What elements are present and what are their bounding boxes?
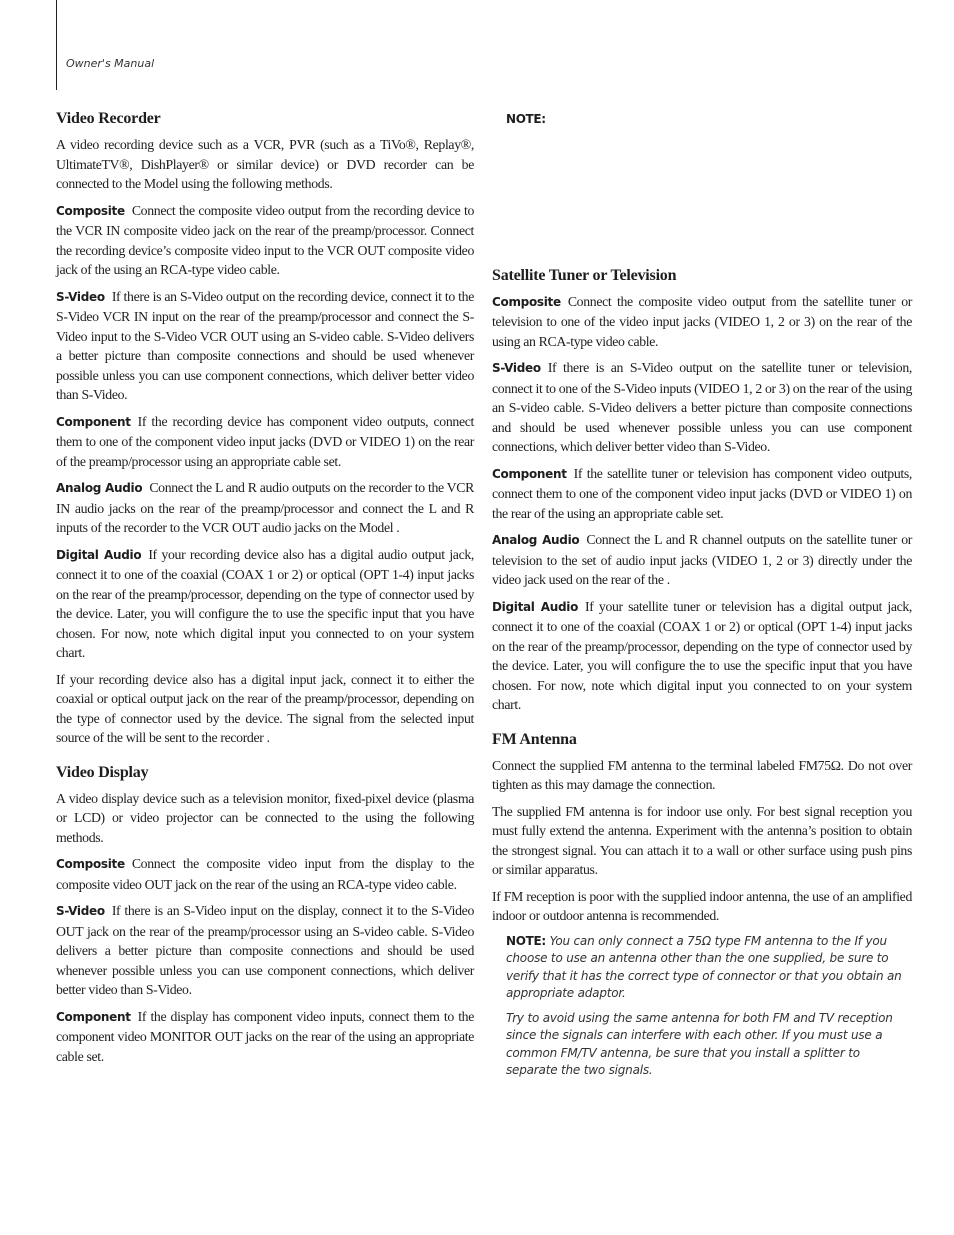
vd-svideo-paragraph: [56, 901, 474, 1000]
vr-digital-label: Digital Audio: [56, 547, 142, 562]
vr-svideo-text: If there is an S-Video output on the recording device, connect it to the S-Video VCR IN input on the rear of the preamp/processor and connect the S-Video input to the S-Video VCR OUT using an S-video cable. S-Video delivers a better picture than composite connections and should be used whenever possible unless you can use component connections, which deliver better video than S-Video.: [56, 288, 474, 402]
video-display-heading: Video Display: [56, 763, 149, 781]
vr-component-paragraph: [56, 412, 474, 472]
fm-note-1: [506, 933, 912, 1003]
sat-composite-label: Composite: [492, 294, 561, 309]
running-header: Owner's Manual: [66, 57, 155, 70]
vd-composite-label: Composite: [56, 857, 125, 871]
sat-component-text: If the satellite tuner or television has component video outputs, connect them to one of the component video input jacks (DVD or VIDEO 1) on the rear of the using an appropriate cable set.: [492, 465, 912, 521]
sat-component-label: Component: [492, 466, 567, 481]
margin-rule: [56, 0, 57, 90]
video-recorder-heading: Video Recorder: [56, 110, 161, 127]
sat-digital-label: Digital Audio: [492, 599, 579, 614]
fm-note-label: NOTE:: [506, 933, 546, 948]
vr-analog-paragraph: [56, 478, 474, 538]
vd-component-label: Component: [56, 1009, 131, 1024]
vr-analog-label: Analog Audio: [56, 481, 143, 495]
fm-note-1-text: You can only connect a 75Ω type FM antenna to the If you choose to use an antenna other than the one supplied, be sure to verify that it has the correct type of connector or that you obtain an appropriate adaptor.: [506, 933, 902, 1000]
sat-component-paragraph: [492, 464, 912, 524]
vd-composite-text: Connect the composite video input from the display to the composite video OUT jack on the rear of the using an RCA-type video cable.: [56, 856, 474, 892]
vr-digital-text: If your recording device also has a digital audio output jack, connect it to one of the coaxial (COAX 1 or 2) or optical (OPT 1-4) input jacks on the rear of the preamp/processor, depending on the type of connector used by the device. Later, you will configure the to use the specific input that you have chosen. For now, note which digital input you connected to on your system chart.: [56, 546, 474, 660]
fm-paragraph-3: If FM reception is poor with the supplied indoor antenna, the use of an amplified indoor or outdoor antenna is recommended.: [492, 888, 912, 923]
vr-analog-text: Connect the L and R audio outputs on the recorder to the VCR IN audio jacks on the rear of the preamp/processor and connect the L and R inputs of the recorder to the VCR OUT audio jacks on the Model .: [56, 480, 475, 535]
vd-svideo-text: If there is an S-Video input on the display, connect it to the S-Video OUT jack on the rear of the preamp/processor using an S-video cable. S-Video delivers a better picture than composite connections and should be used whenever possible unless you can use component connections, which deliver better video than S-Video.: [56, 903, 474, 997]
vr-composite-label: Composite: [56, 203, 125, 218]
sat-composite-paragraph: [492, 292, 912, 352]
fm-paragraph-1: Connect the supplied FM antenna to the terminal labeled FM75Ω. Do not over tighten as this may damage the connection.: [492, 757, 912, 792]
vr-component-label: Component: [56, 414, 131, 429]
vr-composite-text: Connect the composite video output from the recording device to the VCR IN composite video jack on the rear of the preamp/processor. Connect the recording device’s composite video input to the VCR OUT composite video jack of the using an RCA-type video cable.: [56, 202, 474, 277]
sat-composite-text: Connect the composite video output from the satellite tuner or television to one of the video input jacks (VIDEO 1, 2 or 3) on the rear of the using an RCA-type video cable.: [492, 293, 912, 349]
sat-analog-text: Connect the L and R channel outputs on the satellite tuner or television to the set of audio input jacks (VIDEO 1, 2 or 3) directly under the video jack used on the rear of the .: [492, 532, 912, 587]
vd-component-text: If the display has component video inputs, connect them to the component video MONITOR OUT jacks on the rear of the using an appropriate cable set.: [56, 1008, 474, 1064]
left-column: [56, 108, 474, 1073]
satellite-heading: Satellite Tuner or Television: [492, 266, 677, 284]
vr-svideo-paragraph: [56, 287, 474, 405]
sat-svideo-text: If there is an S-Video output on the satellite tuner or television, connect it to one of the S-Video inputs (VIDEO 1, 2 or 3) on the rear of the using an S-video cable. S-Video delivers a better picture than composite connections and should be used whenever possible unless you can use component connections, which deliver better video than S-Video.: [492, 360, 912, 454]
vd-svideo-label: S-Video: [56, 904, 105, 918]
sat-digital-paragraph: [492, 597, 912, 715]
vd-component-paragraph: [56, 1007, 474, 1067]
sat-analog-paragraph: [492, 530, 912, 590]
fm-paragraph-2: The supplied FM antenna is for indoor use only. For best signal reception you must fully extend the antenna. Experiment with the antenna’s position to obtain the strongest signal. You can attach it to a wall or other surface using push pins or similar apparatus.: [492, 803, 912, 877]
sat-digital-text: If your satellite tuner or television has a digital output jack, connect it to one of the coaxial (COAX 1 or 2) or optical (OPT 1-4) input jacks on the rear of the preamp/processor, depending on the type of connector used by the device. Later, you will configure the to use the specific input that you have chosen. For now, note which digital input you connected to on your system chart.: [492, 598, 913, 712]
vr-digital-paragraph: [56, 545, 474, 663]
vr-digital-input-paragraph: If your recording device also has a digital input jack, connect it to either the coaxial or optical output jack on the rear of the preamp/processor, depending on the type of connector used by the device. The signal from the selected input source of the will be sent to the recorder .: [56, 671, 474, 745]
top-note-label: NOTE:: [506, 112, 546, 126]
vr-component-text: If the recording device has component video outputs, connect them to one of the component video input jacks (DVD or VIDEO 1) on the rear of the preamp/processor using an appropriate cable set.: [56, 413, 474, 469]
vr-composite-paragraph: [56, 201, 474, 280]
sat-svideo-paragraph: [492, 358, 912, 457]
note-blank-area: [492, 130, 912, 265]
video-recorder-intro: A video recording device such as a VCR, PVR (such as a TiVo®, Replay®, UltimateTV®, DishPlayer® or similar device) or DVD recorder can be connected to the Model using the following methods.: [56, 137, 474, 191]
video-display-intro: A video display device such as a television monitor, fixed-pixel device (plasma or LCD) or video projector can be connected to the using the following methods.: [56, 790, 474, 845]
vr-svideo-label: S-Video: [56, 289, 105, 304]
vd-composite-paragraph: [56, 854, 474, 894]
sat-analog-label: Analog Audio: [492, 533, 580, 547]
fm-note-2: Try to avoid using the same antenna for both FM and TV reception since the signals can interfere with each other. If you must use a common FM/TV antenna, be sure that you install a splitter to separate the two signals.: [506, 1010, 893, 1077]
right-column: [492, 108, 912, 1087]
sat-svideo-label: S-Video: [492, 361, 541, 375]
fm-antenna-heading: FM Antenna: [492, 730, 577, 748]
